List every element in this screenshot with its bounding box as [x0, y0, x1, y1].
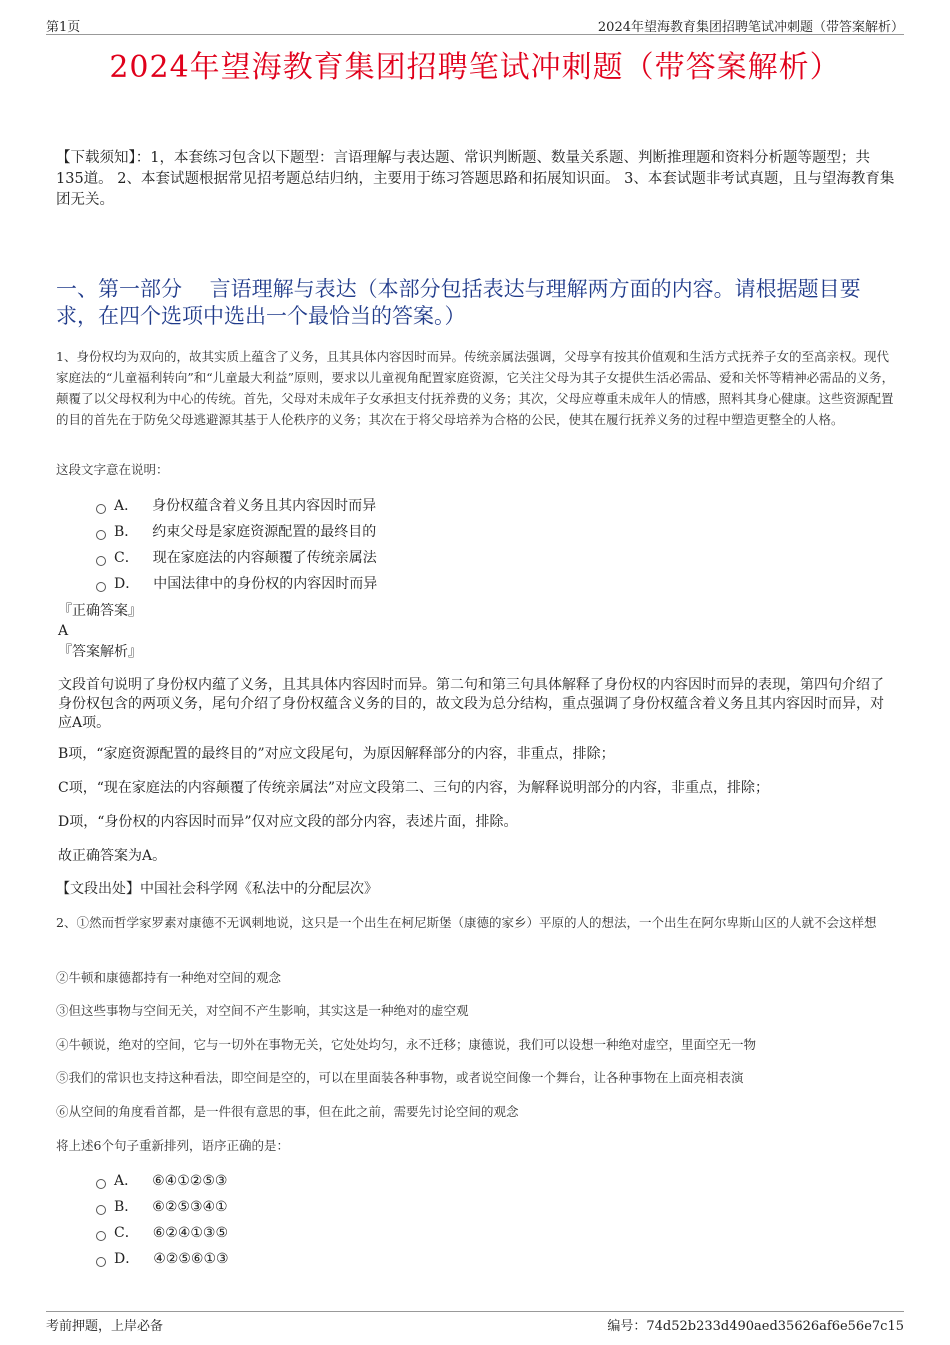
- q1-stem: 1、身份权均为双向的，故其实质上蕴含了义务，且其具体内容因时而异。传统亲属法强调，父母享有按其价值观和生活方式抚养子女的至高亲权。现代家庭法的“儿童福利转向”和“儿童最大利益”原则，要求以儿童视角配置家庭资源，它关注父母为其子女提供生活必需品、爱和关怀等精神必需品的义务，颠覆了以父母权利为中心的传统。首先，父母对未成年子女承担支付抚养费的义务；其次，父母应尊重未成年人的情感，照料其身心健康。这些资源配置的目的首先在于防免父母逃避源其基于人伦秩序的义务；其次在于将父母培养为合格的公民，使其在履行抚养义务的过程中塑造更整全的人格。: [56, 349, 895, 427]
- q2-stem: 2、①然而哲学家罗素对康德不无讽刺地说，这只是一个出生在柯尼斯堡（康德的家乡）平原的人的想法，一个出生在阿尔卑斯山区的人就不会这样想: [56, 915, 877, 930]
- radio-icon[interactable]: [96, 556, 106, 566]
- radio-icon[interactable]: [96, 1257, 106, 1267]
- radio-icon[interactable]: [96, 1179, 106, 1189]
- q1-option-d[interactable]: D． 中国法律中的身份权的内容因时而异: [96, 571, 377, 597]
- radio-icon[interactable]: [96, 1205, 106, 1215]
- radio-icon[interactable]: [96, 530, 106, 540]
- q2-option-a[interactable]: A． ⑥④①②⑤③: [96, 1168, 229, 1194]
- q1-source: 【文段出处】中国社会科学网《私法中的分配层次》: [56, 881, 378, 897]
- q1-conclusion: 故正确答案为A。: [58, 848, 167, 864]
- q1-answer: A: [58, 623, 69, 639]
- q2-option-b[interactable]: B． ⑥②⑤③④①: [96, 1194, 229, 1220]
- q1-options: [96, 493, 377, 597]
- radio-icon[interactable]: [96, 1231, 106, 1241]
- page-footer: [46, 1311, 904, 1334]
- q2-option-c[interactable]: C． ⑥②④①③⑤: [96, 1220, 229, 1246]
- q2-sentence-4: ④牛顿说，绝对的空间，它与一切外在事物无关，它处处均匀，永不迁移；康德说，我们可以设想一种绝对虚空，里面空无一物: [56, 1037, 757, 1052]
- q2-sentence-5: ⑤我们的常识也支持这种看法，即空间是空的，可以在里面装各种事物，或者说空间像一个舞台，让各种事物在上面亮相表演: [56, 1070, 744, 1085]
- q2-prompt: 将上述6个句子重新排列，语序正确的是：: [56, 1138, 289, 1153]
- q2-sentence-6: ⑥从空间的角度看首都，是一件很有意思的事，但在此之前，需要先讨论空间的观念: [56, 1104, 519, 1119]
- q1-analysis-main: 文段首句说明了身份权内蕴了义务，且其具体内容因时而异。第二句和第三句具体解释了身份权的内容因时而异的表现，第四句介绍了身份权包含的两项义务，尾句介绍了身份权蕴含义务的目的，故文段为总分结构，重点强调了身份权蕴含着义务且其内容因时而异，对应A项。: [58, 677, 884, 731]
- q1-prompt: 这段文字意在说明：: [56, 462, 169, 477]
- page-number: 第1页: [46, 20, 81, 35]
- header-doc-title: 2024年望海教育集团招聘笔试冲刺题（带答案解析）: [597, 20, 904, 35]
- q1-answer-label: 『正确答案』: [58, 603, 142, 619]
- q1-analysis-c: C项，“现在家庭法的内容颠覆了传统亲属法”对应文段第二、三句的内容，为解释说明部分的内容，非重点，排除；: [58, 780, 770, 796]
- section-heading: 一、第一部分 言语理解与表达（本部分包括表达与理解两方面的内容。请根据题目要求，在四个选项中选出一个最恰当的答案。）: [56, 277, 861, 328]
- q1-analysis-b: B项，“家庭资源配置的最终目的”对应文段尾句，为原因解释部分的内容，非重点，排除；: [58, 746, 615, 762]
- q2-option-d[interactable]: D． ④②⑤⑥①③: [96, 1246, 229, 1272]
- q1-option-a[interactable]: A． 身份权蕴含着义务且其内容因时而异: [96, 493, 377, 519]
- q2-sentence-2: ②牛顿和康德都持有一种绝对空间的观念: [56, 970, 282, 985]
- q1-option-b[interactable]: B． 约束父母是家庭资源配置的最终目的: [96, 519, 377, 545]
- page-header: [46, 14, 904, 35]
- document-title: 2024年望海教育集团招聘笔试冲刺题（带答案解析）: [109, 50, 841, 85]
- document-id: 编号：74d52b233d490aed35626af6e56e7c15: [607, 1319, 904, 1334]
- q2-options: [96, 1168, 229, 1272]
- q1-analysis-d: D项，“身份权的内容因时而异”仅对应文段的部分内容，表述片面，排除。: [58, 814, 518, 830]
- radio-icon[interactable]: [96, 504, 106, 514]
- download-notice: 【下载须知】：1，本套练习包含以下题型：言语理解与表达题、常识判断题、数量关系题、判断推理题和资料分析题等题型；共135道。 2、本套试题根据常见招考题总结归纳，主要用于练习答题思路和拓展知识面。 3、本套试题非考试真题，且与望海教育集团无关。: [56, 150, 895, 208]
- radio-icon[interactable]: [96, 582, 106, 592]
- footer-slogan: 考前押题，上岸必备: [46, 1319, 164, 1334]
- q1-option-c[interactable]: C． 现在家庭法的内容颠覆了传统亲属法: [96, 545, 377, 571]
- q2-sentence-3: ③但这些事物与空间无关，对空间不产生影响，其实这是一种绝对的虚空观: [56, 1003, 469, 1018]
- q1-analysis-label: 『答案解析』: [58, 644, 142, 660]
